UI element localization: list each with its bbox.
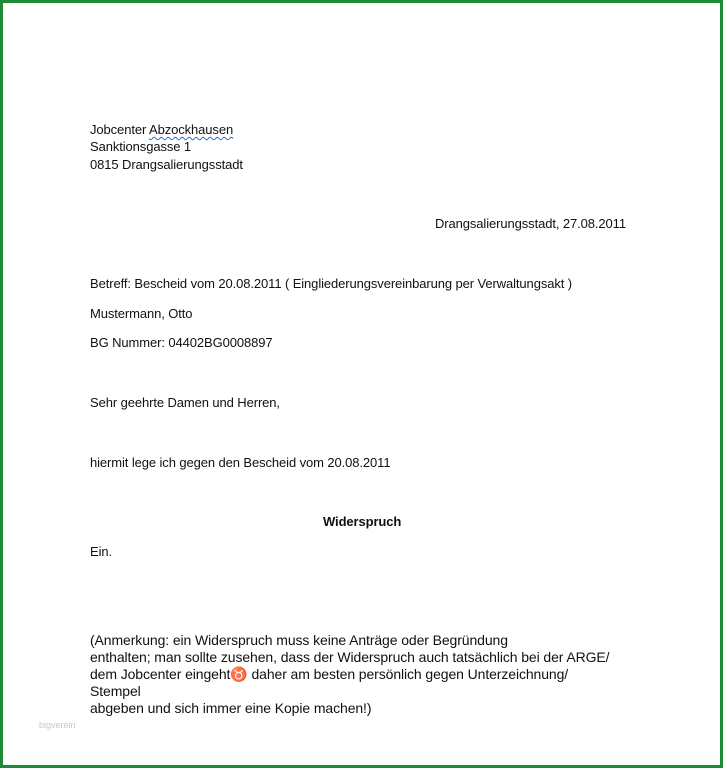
note-line-1: (Anmerkung: ein Widerspruch muss keine Anträge oder Begründung <box>90 632 508 648</box>
note-line-4: Stempel <box>90 683 141 699</box>
sender-name: Mustermann, Otto <box>90 306 193 321</box>
heading-widerspruch: Widerspruch <box>323 514 402 529</box>
recipient-name-prefix: Jobcenter <box>90 122 147 137</box>
note-line-3: dem Jobcenter eingeht♉ daher am besten persönlich gegen Unterzeichnung/ <box>90 666 569 682</box>
recipient-city: 0815 Drangsalierungsstadt <box>90 157 243 172</box>
note-line-2: enthalten; man sollte zusehen, dass der Widerspruch auch tatsächlich bei der ARGE/ <box>90 649 610 665</box>
salutation: Sehr geehrte Damen und Herren, <box>90 395 280 410</box>
bg-number: BG Nummer: 04402BG0008897 <box>90 335 273 350</box>
note-line-5: abgeben und sich immer eine Kopie machen!) <box>90 700 372 716</box>
place-date: Drangsalierungsstadt, 27.08.2011 <box>435 216 626 231</box>
recipient-name-word: Abzockhausen <box>149 122 234 137</box>
subject-line: Betreff: Bescheid vom 20.08.2011 ( Eingliederungsvereinbarung per Verwaltungsakt ) <box>90 276 573 291</box>
recipient-name <box>90 121 233 138</box>
watermark-text: bigverein <box>39 720 76 730</box>
recipient-street: Sanktionsgasse 1 <box>90 139 192 154</box>
closing-word: Ein. <box>90 544 113 559</box>
intro-text: hiermit lege ich gegen den Bescheid vom 20.08.2011 <box>90 455 391 470</box>
